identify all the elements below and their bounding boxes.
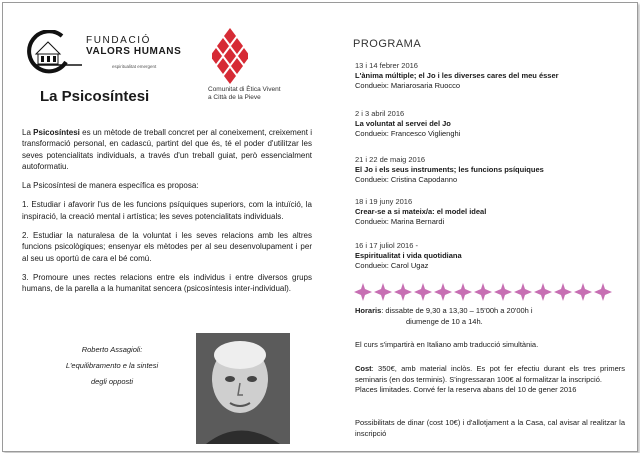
intro-paragraph-2: La Psicosíntesi de manera específica es proposa:: [22, 181, 199, 191]
session-1: [355, 61, 559, 91]
session-title: El Jo i els seus instruments; les funcions psíquiques: [355, 165, 544, 174]
session-3: [355, 155, 544, 185]
session-date: 13 i 14 febrer 2016: [355, 61, 418, 70]
community-name: [208, 86, 308, 102]
foundation-name-line2: VALORS HUMANS: [86, 46, 182, 57]
portrait-photo: [196, 333, 290, 444]
programa-heading: PROGRAMA: [353, 38, 422, 50]
language-info: El curs s'impartirà en Italiano amb traducció simultània.: [355, 340, 539, 349]
building-logo-icon: [26, 30, 86, 74]
intro-p1-prefix: La: [22, 128, 34, 137]
session-title: Espiritualitat i vida quotidiana: [355, 251, 462, 260]
intro-paragraph-4: 2. Estudiar la naturalesa de la voluntat i les seves relacions amb les altres funcions psicològiques; ensenyar els mètodes per al seu desenvolupament i per al seu us oportú de cara el bé comú.: [22, 231, 312, 263]
intro-p1-rest: es un mètode de treball concret per al coneixement, creixement i transformació personal, en cadascú, partint del que és, té el poder d'utilitzar les seves potencialitats individuals, a través d'un treball guiat, però essencialment autoformatiu.: [22, 128, 312, 171]
session-date: 16 i 17 juliol 2016 -: [355, 241, 418, 250]
extras-info: Possibilitats de dinar (cost 10€) i d'allotjament a la Casa, cal avisar al realitzar la inscripció: [355, 418, 625, 438]
session-title: L'ànima múltiple; el Jo i les diverses cares del meu ésser: [355, 71, 559, 80]
diamond-logo-icon: [212, 28, 248, 84]
horaris-line1: [355, 306, 625, 317]
quote-line2: degli opposti: [90, 377, 134, 386]
portrait-image: [196, 333, 290, 444]
star-divider: [354, 283, 616, 306]
quote-author: Roberto Assagioli:: [81, 345, 143, 354]
foundation-tagline: espiritualitat emergent: [112, 64, 157, 69]
foundation-name-line1: FUNDACIÓ: [86, 35, 152, 46]
horaris-label: Horaris: [355, 306, 382, 315]
horaris-info: [355, 306, 625, 327]
star-row-icon: [354, 283, 616, 301]
cost-text: [355, 364, 625, 385]
session-date: 18 i 19 juny 2016: [355, 197, 413, 206]
cost-label: Cost: [355, 364, 372, 373]
intro-text: [22, 127, 312, 303]
session-guide: Condueix: Mariarosaria Ruocco: [355, 81, 461, 90]
session-guide: Condueix: Cristina Capodanno: [355, 175, 458, 184]
session-title: La voluntat al servei del Jo: [355, 119, 451, 128]
intro-paragraph-5: 3. Promoure unes rectes relacions entre els individus i entre diversos grups humans, de la parella a la humanitat sencera (psicosíntesis inter-individual).: [22, 272, 312, 294]
community-logo: [212, 28, 248, 89]
community-line2: a Città de la Pieve: [208, 94, 261, 101]
cost-info: [355, 364, 625, 396]
horaris-line2: diumenge de 10 a 14h.: [406, 316, 483, 326]
session-guide: Condueix: Marina Bernardi: [355, 217, 445, 226]
cost-description: : 350€, amb material inclòs. Es pot fer efectiu durant els tres primers seminaris (en dos terminis). S'ingressaran 100€ al formalitzar la inscripció.: [355, 364, 625, 384]
session-4: [355, 197, 486, 227]
intro-paragraph-3: 1. Estudiar i afavorir l'us de les funcions psíquiques superiors, com la intuïció, la inspiració, la creació mental i artística; les seves potencialitats individuals.: [22, 200, 312, 221]
intro-p1-bold: Psicosíntesi: [33, 128, 80, 137]
session-guide: Condueix: Francesco Viglienghi: [355, 129, 461, 138]
assagioli-quote: [52, 342, 172, 390]
community-line1: Comunitat di Ètica Vivent: [208, 86, 281, 93]
page-title: La Psicosíntesi: [40, 88, 150, 105]
intro-paragraph-1: [22, 127, 312, 172]
session-guide: Condueix: Carol Ugaz: [355, 261, 429, 270]
session-5: [355, 241, 462, 271]
foundation-logo: [26, 30, 186, 74]
session-2: [355, 109, 460, 139]
session-title: Crear-se a si mateix/a: el model ideal: [355, 207, 487, 216]
horaris-text: : dissabte de 9,30 a 13,30 – 15'00h a 20'00h i: [381, 306, 533, 315]
quote-line1: L'equilibramento e la sintesi: [65, 361, 159, 370]
session-date: 21 i 22 de maig 2016: [355, 155, 426, 164]
session-date: 2 i 3 abril 2016: [355, 109, 405, 118]
places-text: Places limitades. Convé fer la reserva abans del 10 de gener 2016: [355, 385, 577, 394]
